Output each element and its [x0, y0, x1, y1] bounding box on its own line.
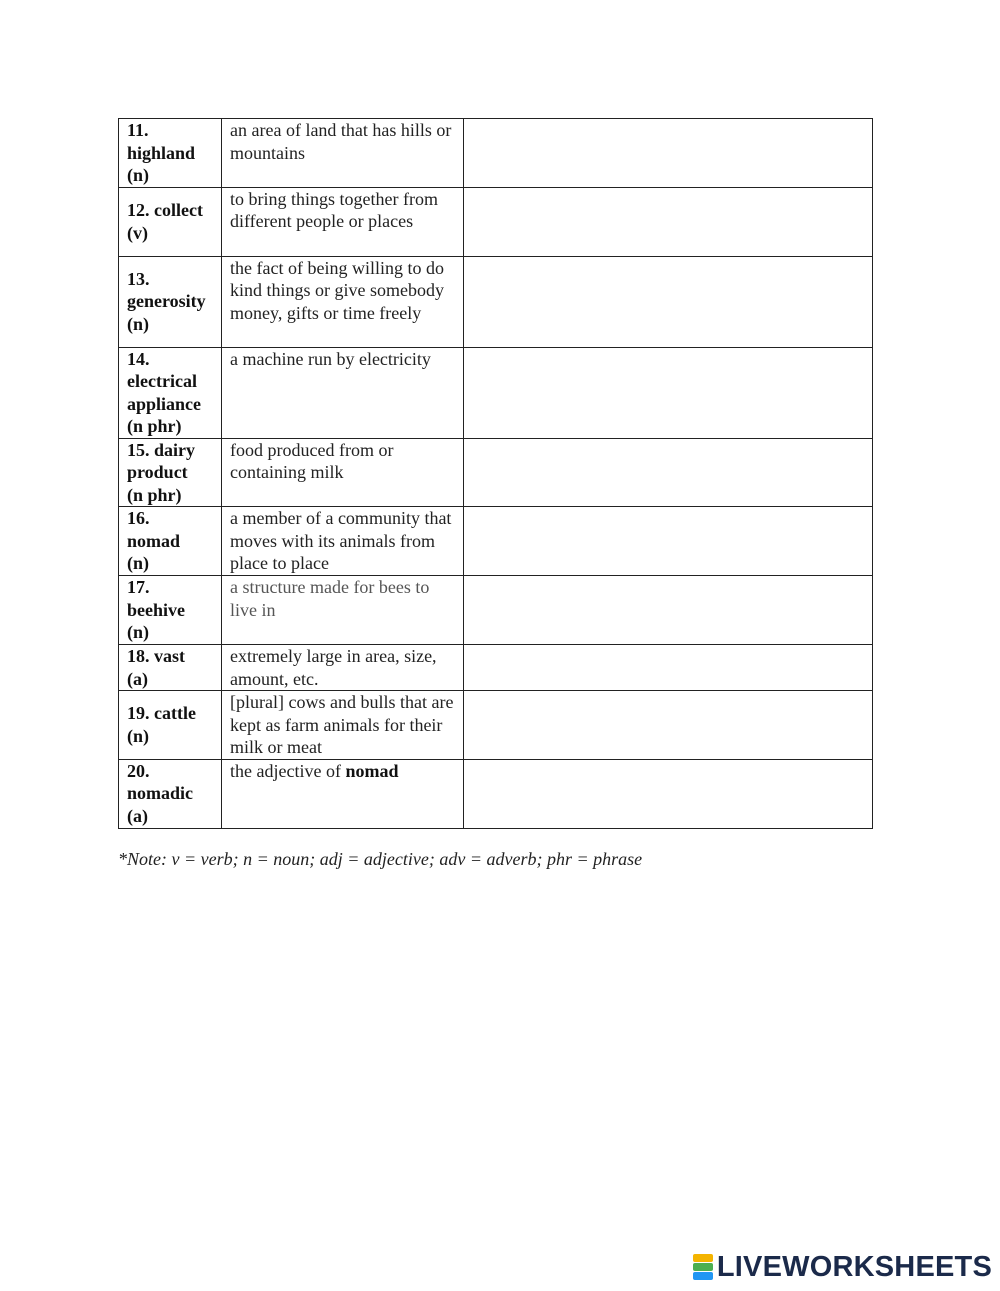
- answer-field[interactable]: [464, 256, 873, 347]
- definition-cell: [222, 759, 464, 828]
- answer-field[interactable]: [464, 438, 873, 507]
- word-line: (n): [127, 622, 149, 643]
- vocabulary-word: [119, 507, 222, 576]
- word-line: (n): [127, 165, 149, 185]
- liveworksheets-logo-icon: [693, 1254, 713, 1280]
- table-row: [119, 576, 873, 645]
- word-line: 16.: [127, 508, 150, 529]
- vocabulary-word: [119, 691, 222, 760]
- table-row: [119, 187, 873, 256]
- answer-field[interactable]: [464, 507, 873, 576]
- definition-cell: food produced from or containing milk: [222, 438, 464, 507]
- vocabulary-word: [119, 759, 222, 828]
- definition-cell: to bring things together from different people or places: [222, 187, 464, 256]
- word-line: (v): [127, 222, 148, 243]
- table-row: [119, 645, 873, 691]
- table-row: [119, 759, 873, 828]
- vocabulary-word: [119, 438, 222, 507]
- word-line: (n): [127, 553, 149, 574]
- vocabulary-word: [119, 119, 222, 188]
- word-line: 17.: [127, 577, 150, 598]
- logo-block-top: [693, 1254, 713, 1262]
- table-row: [119, 438, 873, 507]
- vocabulary-word: [119, 347, 222, 438]
- table-row: [119, 507, 873, 576]
- table-row: [119, 691, 873, 760]
- definition-cell: [plural] cows and bulls that are kept as farm animals for their milk or meat: [222, 691, 464, 760]
- logo-block-middle: [693, 1263, 713, 1271]
- liveworksheets-brand: [693, 1247, 992, 1287]
- word-line: (n phr): [127, 416, 182, 436]
- word-line: 13.: [127, 268, 150, 289]
- word-line: nomadic: [127, 783, 194, 804]
- abbreviation-note: *Note: v = verb; n = noun; adj = adjective; adv = adverb; phr = phrase: [118, 849, 643, 869]
- word-line: 12. collect: [127, 200, 203, 220]
- vocabulary-word: [119, 256, 222, 347]
- word-line: (n): [127, 725, 149, 746]
- definition-cell: a machine run by electricity: [222, 347, 464, 438]
- word-line: electrical: [127, 371, 197, 391]
- word-line: nomad: [127, 530, 181, 551]
- word-line: product: [127, 462, 188, 482]
- table-row: [119, 119, 873, 188]
- table-row: [119, 256, 873, 347]
- definition-cell: a structure made for bees to live in: [222, 576, 464, 645]
- answer-field[interactable]: [464, 576, 873, 645]
- word-line: 19. cattle: [127, 703, 196, 724]
- word-line: 15. dairy: [127, 439, 196, 460]
- word-line: (a): [127, 668, 148, 689]
- brand-name: LIVEWORKSHEETS: [716, 1250, 992, 1283]
- vocabulary-table-body: [119, 119, 873, 829]
- logo-block-bottom: [693, 1272, 713, 1280]
- word-line: appliance: [127, 393, 202, 414]
- definition-bold-word: nomad: [345, 760, 399, 781]
- table-row: [119, 347, 873, 438]
- vocabulary-word: [119, 576, 222, 645]
- answer-field[interactable]: [464, 119, 873, 188]
- word-line: 18. vast: [127, 646, 185, 666]
- word-line: (n phr): [127, 484, 182, 505]
- answer-field[interactable]: [464, 645, 873, 691]
- word-line: 20.: [127, 760, 150, 781]
- word-line: 14.: [127, 348, 150, 369]
- vocabulary-word: [119, 187, 222, 256]
- word-line: (n): [127, 313, 149, 334]
- definition-cell: a member of a community that moves with its animals from place to place: [222, 507, 464, 576]
- answer-field[interactable]: [464, 347, 873, 438]
- word-line: highland: [127, 142, 196, 163]
- answer-field[interactable]: [464, 691, 873, 760]
- word-line: generosity: [127, 291, 206, 312]
- word-line: (a): [127, 805, 148, 826]
- vocabulary-table: [118, 118, 873, 829]
- word-line: beehive: [127, 599, 185, 620]
- definition-text: the adjective of: [230, 760, 346, 781]
- definition-cell: an area of land that has hills or mountains: [222, 119, 464, 188]
- answer-field[interactable]: [464, 187, 873, 256]
- vocabulary-word: [119, 645, 222, 691]
- definition-cell: extremely large in area, size, amount, etc.: [222, 645, 464, 691]
- word-line: 11.: [127, 120, 149, 140]
- answer-field[interactable]: [464, 759, 873, 828]
- definition-cell: the fact of being willing to do kind things or give somebody money, gifts or time freely: [222, 256, 464, 347]
